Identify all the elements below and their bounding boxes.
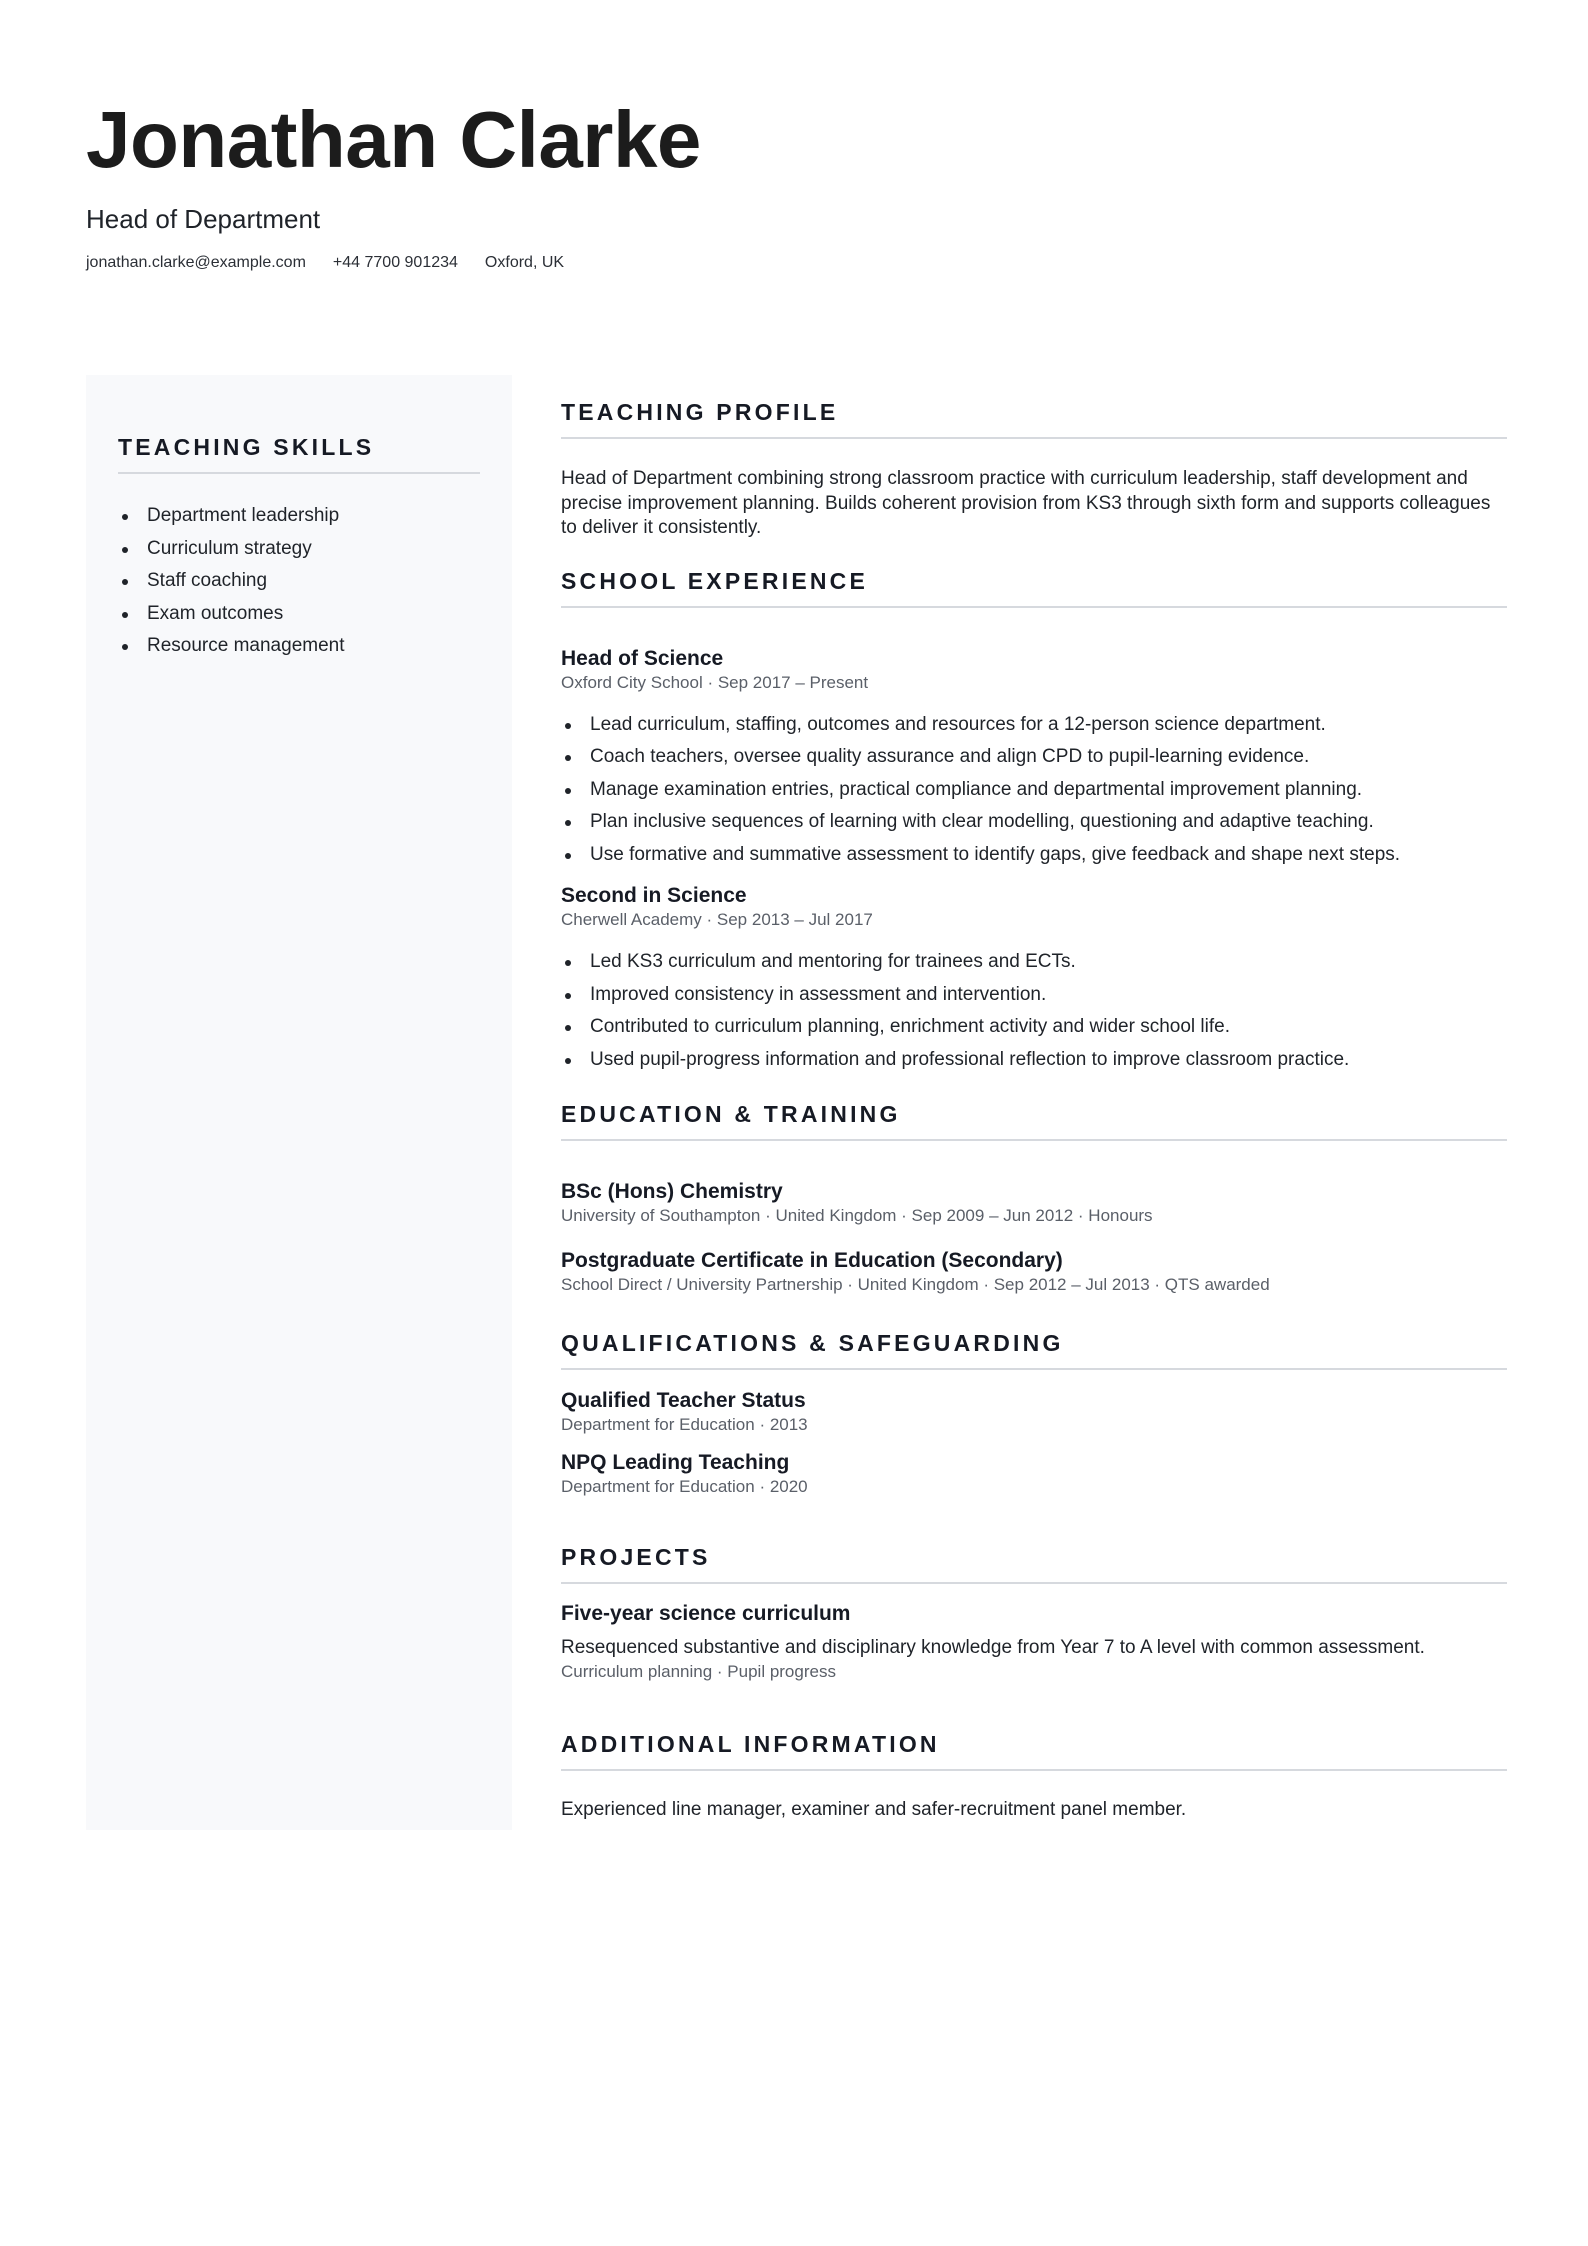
additional-heading: ADDITIONAL INFORMATION: [561, 1730, 940, 1757]
job-role: Head of Science: [561, 646, 724, 670]
job-role: Second in Science: [561, 884, 747, 907]
job-bullets: [561, 709, 1507, 872]
bullet-item: Plan inclusive sequences of learning with clear modelling, questioning and adaptive teaching.: [561, 806, 1507, 839]
section-divider: [561, 437, 1507, 439]
bullet-item: Manage examination entries, practical compliance and departmental improvement planning.: [561, 774, 1507, 807]
job-title: Head of Department: [86, 204, 321, 234]
section-divider: [561, 1368, 1507, 1370]
bullet-item: Lead curriculum, staffing, outcomes and resources for a 12-person science department.: [561, 709, 1507, 742]
resume-header: [86, 92, 1506, 272]
skill-item: Curriculum strategy: [118, 533, 480, 566]
qualification-name: Qualified Teacher Status: [561, 1389, 806, 1412]
contact-email[interactable]: jonathan.clarke@example.com: [86, 254, 306, 271]
projects-section: [561, 1543, 1507, 1682]
project-entry: [561, 1601, 1507, 1682]
contact-location: Oxford, UK: [484, 254, 565, 271]
skill-item: Department leadership: [118, 500, 480, 533]
project-name: Five-year science curriculum: [561, 1602, 851, 1625]
profile-text: Head of Department combining strong classroom practice with curriculum leadership, staff development and precise improvement planning. Builds coherent provision from KS3 through sixth form and supports colleagues to deliver it consistently.: [561, 468, 1491, 538]
projects-heading: PROJECTS: [561, 1544, 711, 1570]
section-divider: [561, 1139, 1507, 1141]
degree-meta: School Direct / University Partnership · United Kingdom · Sep 2012 – Jul 2013 · QTS awarded: [561, 1275, 1270, 1294]
section-divider: [561, 606, 1507, 608]
contact-row: [86, 254, 1506, 272]
education-section: [561, 1100, 1507, 1295]
sidebar: [86, 375, 512, 1830]
qualification-entry: [561, 1450, 1507, 1497]
skill-item: Exam outcomes: [118, 598, 480, 631]
section-divider: [561, 1769, 1507, 1771]
job-bullets: [561, 946, 1507, 1076]
bullet-item: Led KS3 curriculum and mentoring for trainees and ECTs.: [561, 946, 1507, 979]
skills-heading: TEACHING SKILLS: [118, 434, 375, 460]
qualifications-section: [561, 1329, 1507, 1497]
skills-list: [118, 500, 480, 663]
profile-heading: TEACHING PROFILE: [561, 399, 839, 425]
education-heading: EDUCATION & TRAINING: [561, 1101, 901, 1127]
qualification-meta: Department for Education · 2020: [561, 1477, 808, 1496]
degree-title: BSc (Hons) Chemistry: [561, 1180, 783, 1203]
profile-section: [561, 398, 1507, 541]
candidate-name: Jonathan Clarke: [86, 95, 701, 184]
job-entry: [561, 883, 1507, 1076]
degree-meta: University of Southampton · United Kingdom · Sep 2009 – Jun 2012 · Honours: [561, 1206, 1153, 1225]
experience-heading: SCHOOL EXPERIENCE: [561, 567, 869, 594]
education-entry: [561, 1179, 1507, 1226]
experience-section: [561, 567, 1507, 1077]
bullet-item: Coach teachers, oversee quality assurance and align CPD to pupil-learning evidence.: [561, 741, 1507, 774]
project-tags: Curriculum planning · Pupil progress: [561, 1661, 836, 1681]
skill-item: Resource management: [118, 630, 480, 663]
additional-text: Experienced line manager, examiner and safer-recruitment panel member.: [561, 1798, 1187, 1820]
main-content: [561, 398, 1507, 1822]
project-description: Resequenced substantive and disciplinary knowledge from Year 7 to A level with common assessment.: [561, 1637, 1425, 1658]
qualification-entry: [561, 1388, 1507, 1435]
degree-title: Postgraduate Certificate in Education (Secondary): [561, 1249, 1063, 1272]
skill-item: Staff coaching: [118, 565, 480, 598]
bullet-item: Used pupil-progress information and professional reflection to improve classroom practice.: [561, 1044, 1507, 1077]
additional-section: [561, 1730, 1507, 1823]
education-entry: [561, 1248, 1507, 1295]
job-meta: Cherwell Academy · Sep 2013 – Jul 2017: [561, 910, 873, 929]
qualification-name: NPQ Leading Teaching: [561, 1451, 790, 1474]
qualifications-heading: QUALIFICATIONS & SAFEGUARDING: [561, 1330, 1064, 1356]
bullet-item: Use formative and summative assessment to identify gaps, give feedback and shape next steps.: [561, 839, 1507, 872]
qualification-meta: Department for Education · 2013: [561, 1415, 808, 1434]
job-entry: [561, 646, 1507, 872]
contact-phone[interactable]: +44 7700 901234: [332, 254, 458, 271]
section-divider: [118, 472, 480, 474]
job-meta: Oxford City School · Sep 2017 – Present: [561, 672, 869, 692]
section-divider: [561, 1582, 1507, 1584]
bullet-item: Contributed to curriculum planning, enrichment activity and wider school life.: [561, 1011, 1507, 1044]
bullet-item: Improved consistency in assessment and intervention.: [561, 979, 1507, 1012]
